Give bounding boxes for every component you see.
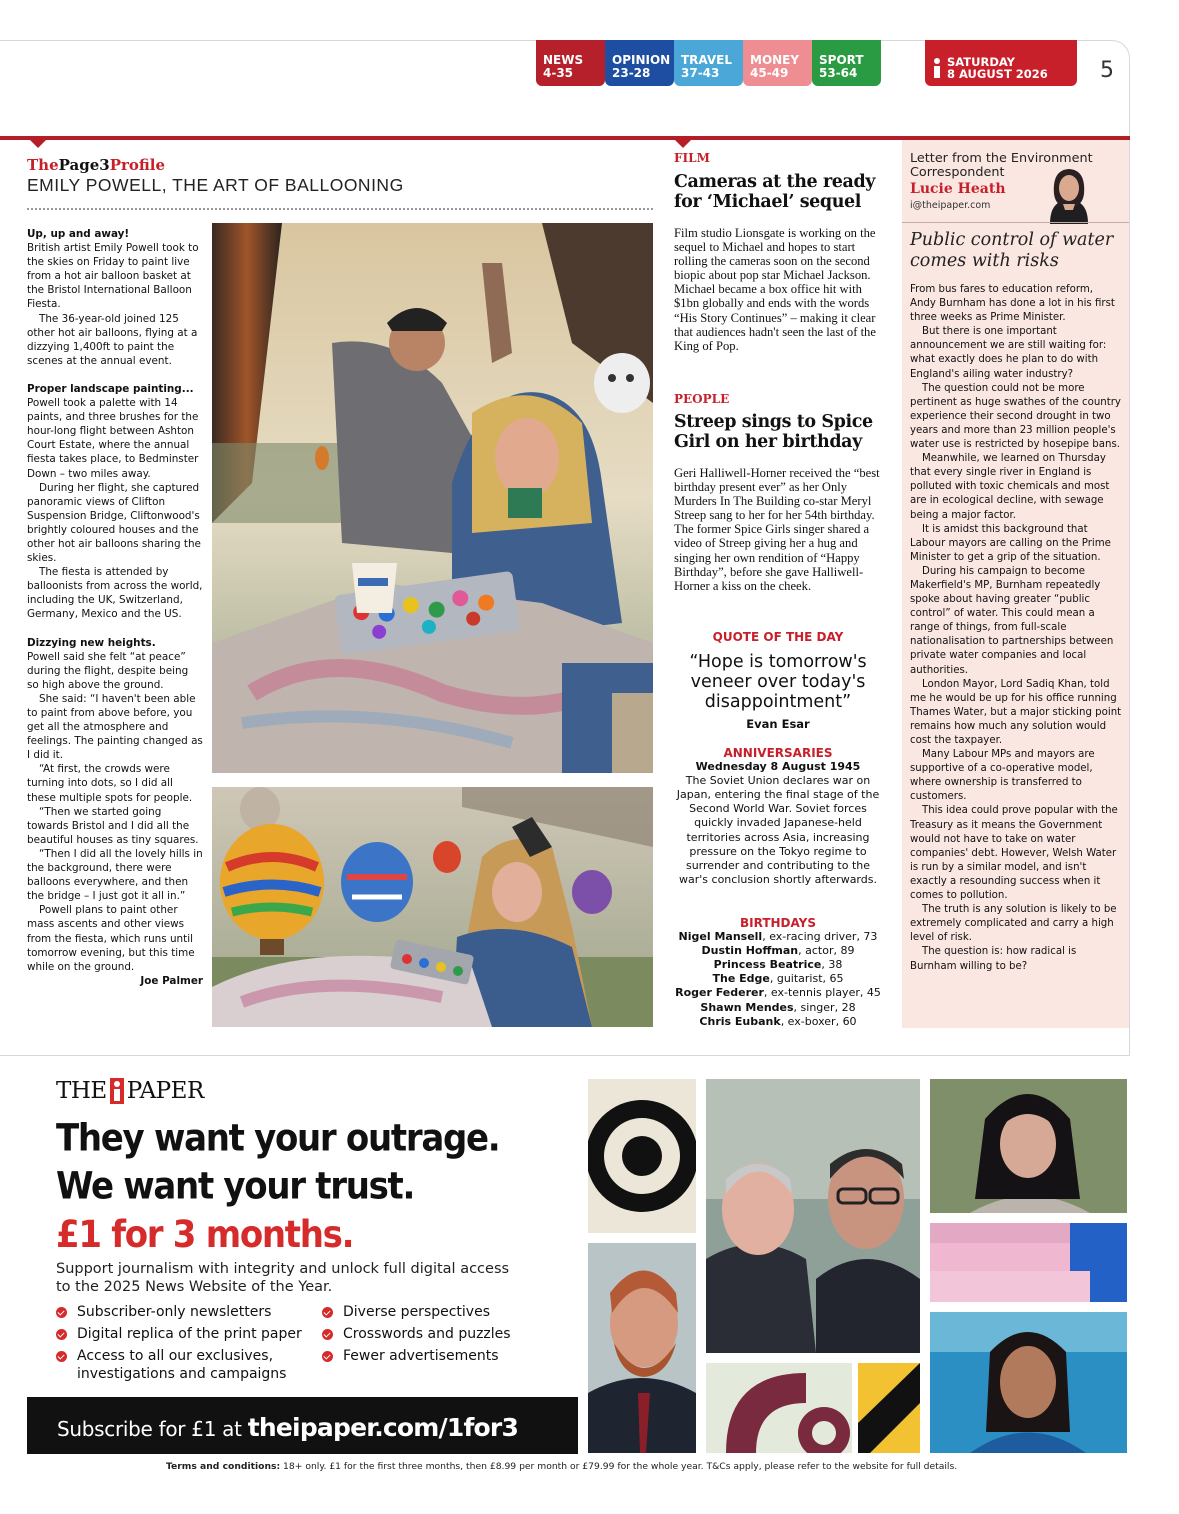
nav-tab-travel[interactable]: TRAVEL 37-43 [674,40,743,86]
benefits-list-left [56,1303,321,1387]
birthday-item: Shawn Mendes, singer, 28 [700,1000,856,1014]
check-icon [322,1307,333,1318]
anniversaries-label: ANNIVERSARIES [723,746,833,760]
anniversaries [674,746,882,887]
check-icon [56,1329,67,1340]
rule-notch-icon [674,139,692,148]
paragraph: But there is one important announcement we are still waiting for: what exactly does he plan to do with England's ailing water industry? [910,326,1107,380]
anniversary-date: Wednesday 8 August 1945 [695,760,861,774]
paragraph: During his campaign to become Makerfield's MP, Burnham repeatedly spoke about having greater “public control” of water. This could mean a range of things, from full-scale nationalisation to partnerships between private water companies and local authorities. [910,565,1114,676]
check-icon [322,1351,333,1362]
balloon-fiesta-photo [212,787,653,1027]
birthday-item: Nigel Mansell, ex-racing driver, 73 [678,930,878,944]
paragraph: Many Labour MPs and mayors are supportive of a co-operative model, where ownership is transferred to customers. [910,749,1095,803]
quote-text: “Hope is tomorrow's veneer over today's disappointment” [689,652,867,712]
author-portrait [1036,164,1102,224]
benefits-list-right [322,1303,532,1369]
quote-of-the-day [674,630,882,731]
paragraph: Meanwhile, we learned on Thursday that every single river in England is polluted with toxic chemicals and most are in ecological decline, with sewage being a major factor. [910,453,1110,521]
paragraph: Powell said she felt “at peace” during the flight, despite being so high above the ground. [27,650,189,691]
paragraph: Powell plans to paint other mass ascents and other views from the fiesta, which runs until tomorrow evening, but this time while on the ground. [27,904,195,973]
i-logo-icon [110,1078,124,1104]
letter-header: Letter from the Environment Correspondent [910,151,1093,180]
nav-tab-sport[interactable]: SPORT 53-64 [812,40,881,86]
dotted-divider [27,208,653,210]
people-headline: Streep sings to Spice Girl on her birthday [674,412,873,452]
paragraph: London Mayor, Lord Sadiq Khan, told me he would be up for his office running Thames Water, but a major sticking point remains how much any solution would cost the taxpayer. [910,678,1122,746]
subscribe-button[interactable]: Subscribe for £1 at theipaper.com/1for3 [27,1397,578,1454]
check-icon [56,1307,67,1318]
paragraph: The fiesta is attended by balloonists from across the world, including the UK, Switzerland, Germany, Mexico and the US. [27,566,203,621]
nav-tab-news[interactable]: NEWS 4-35 [536,40,605,86]
paragraph: The truth is any solution is likely to be extremely complicated and carry a high level of risk. [910,904,1117,944]
letter-email[interactable]: i@theipaper.com [910,200,991,211]
paragraph: British artist Emily Powell took to the skies on Friday to paint live from a hot air balloon basket at the Bristol International Balloon Fiesta. [27,242,199,311]
birthday-item: The Edge, guitarist, 65 [712,972,844,986]
paragraph: “Then we started going towards Bristol and I did all the beautiful houses as tiny squares. [27,805,199,846]
page-number: 5 [1100,58,1114,83]
pink-graphic [930,1223,1127,1302]
film-body: Film studio Lionsgate is working on the sequel to Michael and hopes to start rolling the cameras soon on the second biopic about pop star Michael Jackson. Michael became a box office hit with $1bn globally and ends with the words “His Story Continues” – making it clear that audiences hadn't seen the last of the King of Pop. [674,226,876,353]
target-graphic [588,1079,696,1233]
film-headline: Cameras at the ready for ‘Michael’ sequel [674,172,876,212]
benefit-item: Access to all our exclusives, investigations and campaigns [56,1347,321,1383]
date-badge: SATURDAY 8 AUGUST 2026 [925,40,1077,86]
ad-subtext: Support journalism with integrity and unlock full digital access to the 2025 News Website of the Year. [56,1261,510,1295]
benefit-item: Fewer advertisements [322,1347,532,1365]
rule-notch-icon [29,139,47,148]
birthdays [674,916,882,1029]
paragraph: She said: “I haven't been able to paint from above before, you get all the atmosphere and feelings. The painting changed as I did it. [27,692,203,762]
benefit-item: Diverse perspectives [322,1303,532,1321]
subheading: Dizzying new heights. [27,636,156,649]
letter-article [910,283,1122,974]
check-icon [56,1351,67,1362]
birthday-item: Chris Eubank, ex-boxer, 60 [699,1014,857,1028]
paragraph: The question is: how radical is Burnham willing to be? [910,946,1077,972]
nav-tab-opinion[interactable]: OPINION 23-28 [605,40,674,86]
people-body: Geri Halliwell-Horner received the “best birthday present ever” as her Only Murders In The Building co-star Meryl Streep sang to her for her 54th birthday. The former Spice Girls singer shared a video of Streep giving her a hug and singing her own rendition of “Happy Birthday”, before she gave Halliwell-Horner a kiss on the cheek. [674,466,880,593]
birthday-item: Princess Beatrice, 38 [713,958,843,972]
geometric-graphic [706,1363,920,1453]
benefit-item: Subscriber-only newsletters [56,1303,321,1321]
subheading: Proper landscape painting... [27,382,194,395]
film-label: FILM [674,151,710,165]
quote-label: QUOTE OF THE DAY [712,630,844,644]
byline: Joe Palmer [140,974,203,987]
check-icon [322,1329,333,1340]
quote-author: Evan Esar [746,717,810,731]
profile-kicker: ThePage3Profile [27,156,166,174]
nav-tab-money[interactable]: MONEY 45-49 [743,40,812,86]
profile-article [27,227,203,988]
balloon-basket-photo [212,223,653,773]
paragraph: During her flight, she captured panoramic views of Clifton Suspension Bridge, Cliftonwood's brightly coloured houses and the other hot air balloons sharing the skies. [27,481,201,565]
photo-woman-politician [930,1312,1127,1453]
anniversary-text: The Soviet Union declares war on Japan, entering the final stage of the Second World War. Soviet forces quickly invaded Japanese-held territories across Asia, increasing pressure on the Tokyo regime to surrender and contributing to the war's conclusion shortly afterwards. [676,774,880,886]
paragraph: This idea could prove popular with the Treasury as it means the Government would not have to take on water companies' debt. However, Welsh Water is run by a similar model, and isn't exactly a resounding success when it comes to pollution. [910,805,1118,902]
letter-title: Public control of water comes with risks [910,230,1114,271]
photo-woman-fringe [930,1079,1127,1213]
paragraph: “At first, the crowds were turning into dots, so I did all these multiple spots for people. [27,763,193,804]
terms-and-conditions: Terms and conditions: 18+ only. £1 for the first three months, then £8.99 per month or £79.99 for the whole year. T&Cs apply, please refer to the website for full details. [166,1461,958,1472]
birthday-item: Roger Federer, ex-tennis player, 45 [675,986,881,1000]
paragraph: It is amidst this background that Labour mayors are calling on the Prime Minister to get a grip of the situation. [910,523,1111,563]
benefit-item: Digital replica of the print paper [56,1325,321,1343]
paragraph: Powell took a palette with 14 paints, and three brushes for the hour-long flight between Ashton Court Estate, where the annual fiesta takes place, to Bedminster Down – two miles away. [27,397,199,480]
paragraph: The question could not be more pertinent as huge swathes of the country experience their second drought in two years and more than 23 million people's water use is restricted by hosepipe bans. [910,382,1121,451]
i-logo-icon [934,58,940,78]
divider [902,222,1129,223]
benefit-item: Crosswords and puzzles [322,1325,532,1343]
paragraph: The 36-year-old joined 125 other hot air balloons, flying at a dizzying 1,400ft to paint the scenes at the annual event. [27,312,198,367]
ipaper-logo: THE PAPER [56,1078,204,1104]
paragraph: “Then I did all the lovely hills in the background, there were balloons everywhere, and then the bridge – I just got it all in.” [27,847,203,903]
birthdays-label: BIRTHDAYS [740,916,816,930]
photo-man-waving [588,1243,696,1453]
ad-headline: They want your outrage. We want your trust. £1 for 3 months. [56,1116,500,1257]
photo-two-politicians [706,1079,920,1353]
paragraph: From bus fares to education reform, Andy Burnham has done a lot in his first three weeks as Prime Minister. [910,284,1115,324]
subheading: Up, up and away! [27,228,130,240]
section-nav [536,40,881,86]
profile-title: EMILY POWELL, THE ART OF BALLOONING [27,175,404,195]
letter-author: Lucie Heath [910,181,1006,197]
birthday-item: Dustin Hoffman, actor, 89 [701,944,855,958]
people-label: PEOPLE [674,392,730,406]
